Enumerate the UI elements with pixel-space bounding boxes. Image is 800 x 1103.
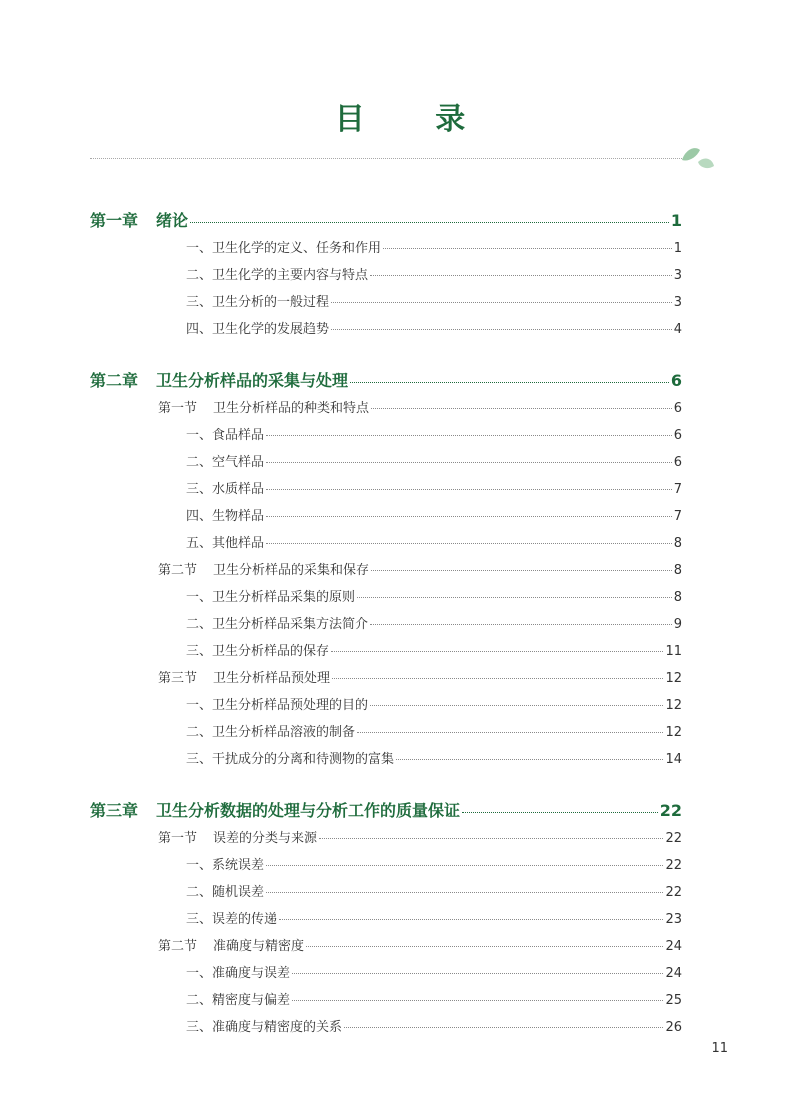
dot-leader xyxy=(266,892,663,893)
toc-entry-title: 二、精密度与偏差 xyxy=(186,993,291,1008)
toc-entry-label xyxy=(158,559,369,578)
toc-entry-page: 6 xyxy=(673,455,682,470)
dot-leader xyxy=(370,624,672,625)
toc-entry-title: 四、卫生化学的发展趋势 xyxy=(186,322,330,337)
dot-leader xyxy=(357,597,672,598)
leaf-ornament-icon xyxy=(678,144,718,174)
dot-leader xyxy=(331,329,672,330)
toc-entry-page: 12 xyxy=(665,725,682,740)
toc-entry-item[interactable] xyxy=(186,451,682,470)
toc-entry-label xyxy=(186,451,264,470)
toc-entry-label xyxy=(186,962,290,981)
toc-entry-title: 二、卫生分析样品溶液的制备 xyxy=(186,725,356,740)
page-title: 目 录 xyxy=(334,102,496,137)
toc-entry-page: 12 xyxy=(665,671,682,686)
toc-entry-section[interactable] xyxy=(158,827,682,846)
dot-leader xyxy=(350,382,669,383)
toc-entry-item[interactable] xyxy=(186,532,682,551)
toc-entry-page: 25 xyxy=(665,993,682,1008)
title-divider xyxy=(90,158,690,159)
dot-leader xyxy=(306,946,663,947)
toc-entry-item[interactable] xyxy=(186,989,682,1008)
toc-entry-item[interactable] xyxy=(186,318,682,337)
section-number: 第二节 xyxy=(158,563,198,578)
section-number: 第三节 xyxy=(158,671,198,686)
toc-entry-page: 8 xyxy=(673,590,682,605)
toc-entry-page: 8 xyxy=(673,536,682,551)
dot-leader xyxy=(279,919,663,920)
toc-entry-title: 一、卫生分析样品预处理的目的 xyxy=(186,698,369,713)
toc-entry-item[interactable] xyxy=(186,237,682,256)
dot-leader xyxy=(371,570,672,571)
toc-entry-label xyxy=(186,1016,342,1035)
toc-entry-chapter[interactable] xyxy=(90,368,682,391)
toc-entry-title: 一、卫生分析样品采集的原则 xyxy=(186,590,356,605)
toc-entry-label xyxy=(186,318,329,337)
toc-entry-label xyxy=(186,237,381,256)
dot-leader xyxy=(319,838,663,839)
toc-entry-label xyxy=(186,264,368,283)
dot-leader xyxy=(332,678,663,679)
toc-entry-title: 误差的分类与来源 xyxy=(213,831,318,846)
toc-entry-title: 三、水质样品 xyxy=(186,482,265,497)
section-number: 第一节 xyxy=(158,831,198,846)
toc-entry-label xyxy=(90,208,188,231)
section-number: 第二节 xyxy=(158,939,198,954)
toc-entry-item[interactable] xyxy=(186,505,682,524)
toc-entry-label xyxy=(158,935,304,954)
toc-entry-label xyxy=(186,908,277,927)
toc-entry-label xyxy=(186,291,329,310)
toc-entry-title: 三、卫生分析的一般过程 xyxy=(186,295,330,310)
toc-entry-item[interactable] xyxy=(186,721,682,740)
dot-leader xyxy=(371,408,672,409)
chapter-number: 第一章 xyxy=(90,211,139,230)
dot-leader xyxy=(383,248,672,249)
toc-entry-title: 二、随机误差 xyxy=(186,885,265,900)
toc-entry-label xyxy=(186,586,355,605)
toc-entry-label xyxy=(186,505,264,524)
toc-entry-label xyxy=(186,748,394,767)
toc-entry-page: 24 xyxy=(665,966,682,981)
dot-leader xyxy=(331,651,663,652)
toc-entry-section[interactable] xyxy=(158,397,682,416)
toc-entry-label xyxy=(186,532,264,551)
toc-entry-page: 6 xyxy=(670,371,682,390)
toc-entry-page: 22 xyxy=(665,885,682,900)
toc-entry-title: 一、卫生化学的定义、任务和作用 xyxy=(186,241,382,256)
dot-leader xyxy=(266,462,672,463)
dot-leader xyxy=(266,516,672,517)
toc-entry-label xyxy=(186,881,264,900)
toc-entry-label xyxy=(186,640,329,659)
toc-entry-page: 8 xyxy=(673,563,682,578)
toc-entry-label xyxy=(186,424,264,443)
toc-entry-page: 4 xyxy=(673,322,682,337)
toc-entry-item[interactable] xyxy=(186,264,682,283)
toc-entry-item[interactable] xyxy=(186,586,682,605)
dot-leader xyxy=(344,1027,663,1028)
toc-entry-page: 6 xyxy=(673,428,682,443)
dot-leader xyxy=(266,865,663,866)
toc-entry-page: 7 xyxy=(673,482,682,497)
dot-leader xyxy=(266,543,672,544)
toc-entry-page: 7 xyxy=(673,509,682,524)
toc-entry-page: 9 xyxy=(673,617,682,632)
page-number: 11 xyxy=(711,1041,728,1056)
chapter-number: 第二章 xyxy=(90,371,139,390)
dot-leader xyxy=(370,705,663,706)
toc-entry-item[interactable] xyxy=(186,1016,682,1035)
toc-entry-title: 一、系统误差 xyxy=(186,858,265,873)
toc-entry-title: 四、生物样品 xyxy=(186,509,265,524)
toc-entry-title: 卫生分析样品的采集与处理 xyxy=(156,371,349,390)
dot-leader xyxy=(190,222,669,223)
toc-entry-page: 22 xyxy=(659,801,682,820)
toc-entry-page: 14 xyxy=(665,752,682,767)
toc-entry-chapter[interactable] xyxy=(90,208,682,231)
toc-entry-page: 3 xyxy=(673,295,682,310)
dot-leader xyxy=(396,759,663,760)
dot-leader xyxy=(266,489,672,490)
toc-entry-item[interactable] xyxy=(186,854,682,873)
toc-entry-item[interactable] xyxy=(186,908,682,927)
toc-entry-label xyxy=(158,397,369,416)
section-number: 第一节 xyxy=(158,401,198,416)
toc-entry-item[interactable] xyxy=(186,291,682,310)
dot-leader xyxy=(292,973,663,974)
dot-leader xyxy=(462,812,658,813)
toc-entry-page: 12 xyxy=(665,698,682,713)
chapter-number: 第三章 xyxy=(90,801,139,820)
toc-entry-title: 绪论 xyxy=(156,211,189,230)
toc-entry-label xyxy=(186,613,368,632)
toc-entry-label xyxy=(186,989,290,1008)
toc-entry-page: 3 xyxy=(673,268,682,283)
toc-entry-section[interactable] xyxy=(158,935,682,954)
toc-entry-page: 26 xyxy=(665,1020,682,1035)
toc-entry-page: 1 xyxy=(670,211,682,230)
dot-leader xyxy=(331,302,672,303)
toc-entry-title: 二、卫生分析样品采集方法简介 xyxy=(186,617,369,632)
toc-entry-title: 卫生分析样品的采集和保存 xyxy=(213,563,370,578)
toc-entry-label xyxy=(90,798,460,821)
toc-entry-title: 五、其他样品 xyxy=(186,536,265,551)
toc-entry-item[interactable] xyxy=(186,424,682,443)
toc-entry-label xyxy=(186,721,355,740)
toc-entry-label xyxy=(186,478,264,497)
toc-entry-title: 准确度与精密度 xyxy=(213,939,305,954)
toc-entry-label xyxy=(186,854,264,873)
toc-entry-item[interactable] xyxy=(186,640,682,659)
toc-entry-title: 三、卫生分析样品的保存 xyxy=(186,644,330,659)
toc-entry-item[interactable] xyxy=(186,613,682,632)
toc-entry-title: 一、食品样品 xyxy=(186,428,265,443)
toc-entry-label xyxy=(186,694,368,713)
toc-entry-page: 11 xyxy=(665,644,682,659)
dot-leader xyxy=(370,275,672,276)
toc-entry-page: 24 xyxy=(665,939,682,954)
toc-entry-label xyxy=(90,368,348,391)
toc-entry-title: 卫生分析样品预处理 xyxy=(213,671,331,686)
toc-entry-title: 二、卫生化学的主要内容与特点 xyxy=(186,268,369,283)
toc-entry-page: 23 xyxy=(665,912,682,927)
toc-entry-title: 三、准确度与精密度的关系 xyxy=(186,1020,343,1035)
toc-entry-label xyxy=(158,827,317,846)
toc-entry-title: 卫生分析样品的种类和特点 xyxy=(213,401,370,416)
dot-leader xyxy=(266,435,672,436)
toc-entry-item[interactable] xyxy=(186,748,682,767)
toc-entry-title: 二、空气样品 xyxy=(186,455,265,470)
toc-entry-page: 6 xyxy=(673,401,682,416)
toc-entry-section[interactable] xyxy=(158,667,682,686)
toc-entry-item[interactable] xyxy=(186,694,682,713)
toc-entry-item[interactable] xyxy=(186,478,682,497)
toc-entry-page: 1 xyxy=(673,241,682,256)
toc-entry-page: 22 xyxy=(665,831,682,846)
toc-entry-section[interactable] xyxy=(158,559,682,578)
toc-entry-item[interactable] xyxy=(186,881,682,900)
toc-entry-title: 三、误差的传递 xyxy=(186,912,278,927)
toc-entry-page: 22 xyxy=(665,858,682,873)
toc-entry-title: 三、干扰成分的分离和待测物的富集 xyxy=(186,752,395,767)
toc-entry-chapter[interactable] xyxy=(90,798,682,821)
toc-entry-title: 一、准确度与误差 xyxy=(186,966,291,981)
dot-leader xyxy=(292,1000,663,1001)
toc-entry-label xyxy=(158,667,330,686)
toc-entry-item[interactable] xyxy=(186,962,682,981)
toc-entry-title: 卫生分析数据的处理与分析工作的质量保证 xyxy=(156,801,461,820)
dot-leader xyxy=(357,732,663,733)
